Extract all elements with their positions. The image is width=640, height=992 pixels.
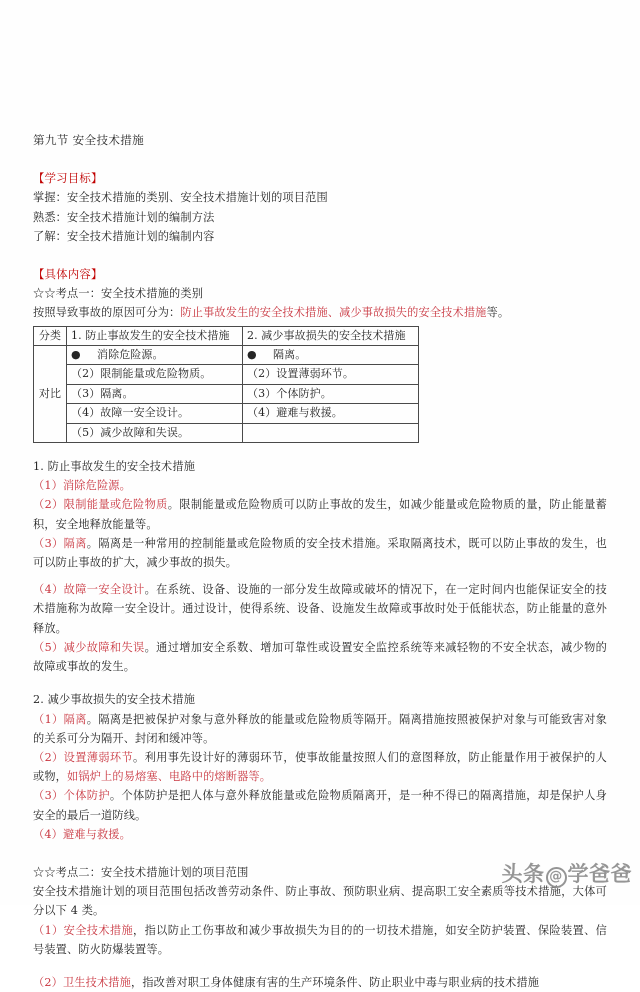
item-number: （2） xyxy=(33,750,64,764)
item-term: 隔离 xyxy=(63,536,87,550)
item-body: 。个体防护是把人体与意外释放能量或危险物质隔离开，是一种不得已的隔离措施，却是保护人身安全的最后一道防线。 xyxy=(33,789,607,822)
item-body: 。利用事先设计好的薄弱环节，使事故能量按照人们的意图释放，防止能量作用于被保护的人或物， xyxy=(33,750,608,784)
table-cell-col1-item2: （2）限制能量或危险物质。 xyxy=(67,365,243,384)
item-tail-highlight: 如锅炉上的易熔塞、电路中的熔断器等。 xyxy=(67,770,272,784)
item-term: 故障一安全设计 xyxy=(63,583,145,597)
watermark xyxy=(502,858,633,888)
item-number: （3） xyxy=(33,789,64,803)
spacer xyxy=(33,246,607,265)
objective-master: 掌握：安全技术措施的类别、安全技术措施计划的项目范围 xyxy=(33,191,328,205)
item-term: 减少故障和失误 xyxy=(63,640,145,654)
bullet-icon: ● xyxy=(71,348,81,362)
table-row xyxy=(34,384,419,403)
item-number: （4） xyxy=(33,583,64,597)
group2-item-3 xyxy=(33,786,607,824)
item-number: （4） xyxy=(33,827,63,841)
table-header-col1: 1. 防止事故发生的安全技术措施 xyxy=(67,326,243,345)
group2-item-2 xyxy=(33,748,607,786)
table-cell-col1-item4: （4）故障一安全设计。 xyxy=(67,404,243,423)
classification-intro-suffix: 等。 xyxy=(486,306,510,320)
spacer xyxy=(33,959,607,973)
item-term: 个体防护 xyxy=(63,789,110,803)
table-cell-col2-item4: （4）避难与救援。 xyxy=(243,404,419,423)
table-row xyxy=(34,423,419,442)
item-number: （2） xyxy=(33,975,63,989)
table-cell-col2-item3: （3）个体防护。 xyxy=(243,384,419,403)
item-term: 隔离 xyxy=(63,712,87,726)
item-body: 。在系统、设备、设施的一部分发生故障或破坏的情况下，在一定时间内也能保证安全的技术措施称为故障一安全设计。通过设计，使得系统、设备、设施发生故障或事故时处于低能状态，防止能量的意外释放。 xyxy=(33,583,607,635)
item-term: 卫生技术措施 xyxy=(62,975,131,989)
at-symbol-icon: @ xyxy=(546,867,567,888)
classification-intro-prefix: 按照导致事故的原因可分为： xyxy=(33,306,181,320)
item-number: （5） xyxy=(33,640,64,654)
item-body: ，指以防止工伤事故和减少事故损失为目的的一切技术措施，如安全防护装置、保险装置、信号装置、防火防爆装置等。 xyxy=(33,923,608,956)
item-number: （1） xyxy=(33,479,63,493)
objective-familiar: 熟悉：安全技术措施计划的编制方法 xyxy=(33,210,215,224)
item-body: 。隔离是一种常用的控制能量或危险物质的安全技术措施。采取隔离技术，既可以防止事故的发生，也可以防止事故的扩大，减少事故的损失。 xyxy=(33,536,607,570)
table-cell-col1-item1 xyxy=(67,346,243,365)
table-row xyxy=(34,346,419,365)
group2-item-4 xyxy=(33,825,607,844)
table-row xyxy=(34,365,419,384)
item-term: 消除危险源。 xyxy=(62,479,131,493)
group1-item-5 xyxy=(33,638,607,676)
item-number: （1） xyxy=(33,712,64,726)
item-term: 设置薄弱环节 xyxy=(63,750,134,764)
item-body: 。限制能量或危险物质可以防止事故的发生，如减少能量或危险物质的量，防止能量蓄积，安全地释放能量等。 xyxy=(33,498,607,531)
watermark-brand: 头条 xyxy=(501,862,545,886)
table-cell-col1-item5: （5）减少故障和失误。 xyxy=(67,423,243,442)
item-term: 安全技术措施 xyxy=(63,923,134,937)
table-cell-text: 隔离。 xyxy=(273,348,307,362)
table-label-comparison: 对比 xyxy=(34,346,67,443)
group1-item-2 xyxy=(33,495,607,533)
group1-item-1 xyxy=(33,476,607,495)
item-number: （3） xyxy=(33,536,64,550)
table-row xyxy=(34,326,419,345)
item-term: 限制能量或危险物质 xyxy=(63,498,168,512)
group2-item-1 xyxy=(33,710,607,748)
exam-point-two-intro: 安全技术措施计划的项目范围包括改善劳动条件、防止事故、预防职业病、提高职工安全素质等技术措施，大体可分以下 4 类。 xyxy=(33,885,607,918)
detailed-content-heading: 【具体内容】 xyxy=(33,267,103,282)
bullet-icon: ● xyxy=(247,348,257,362)
classification-intro-highlight: 防止事故发生的安全技术措施、减少事故损失的安全技术措施 xyxy=(180,306,487,320)
table-cell-col2-item2: （2）设置薄弱环节。 xyxy=(243,365,419,384)
spacer xyxy=(33,572,607,580)
group1-item-4 xyxy=(33,580,607,638)
item-term: 避难与救援。 xyxy=(62,827,131,841)
spacer xyxy=(33,443,607,457)
exam-point-two-heading: ☆☆考点二：安全技术措施计划的项目范围 xyxy=(33,865,249,879)
item-body: 。隔离是把被保护对象与意外释放的能量或危险物质等隔开。隔离措施按照被保护对象与可能致害对象的关系可分为隔开、封闭和缓冲等。 xyxy=(33,712,607,745)
table-cell-text: 消除危险源。 xyxy=(97,348,164,362)
exam-point-one-heading: ☆☆考点一：安全技术措施的类别 xyxy=(33,287,204,301)
point-two-item-2 xyxy=(33,973,607,992)
item-body: ，指改善对职工身体健康有害的生产环境条件、防止职业中毒与职业病的技术措施 xyxy=(130,975,540,989)
item-body: 。通过增加安全系数、增加可靠性或设置安全监控系统等来减轻物的不安全状态，减少物的故障或事故的发生。 xyxy=(33,640,607,674)
table-row xyxy=(34,404,419,423)
comparison-table xyxy=(33,326,419,443)
section-title: 第九节 安全技术措施 xyxy=(33,133,145,147)
table-cell-col2-item5 xyxy=(243,423,419,442)
table-cell-col2-item1 xyxy=(243,346,419,365)
item-number: （2） xyxy=(33,498,64,512)
watermark-account: 学爸爸 xyxy=(567,862,632,886)
objective-understand: 了解：安全技术措施计划的编制内容 xyxy=(33,229,215,243)
table-label-classification: 分类 xyxy=(34,326,67,345)
spacer xyxy=(33,676,607,690)
point-two-item-1 xyxy=(33,921,607,959)
table-cell-col1-item3: （3）隔离。 xyxy=(67,384,243,403)
group1-item-3 xyxy=(33,534,607,572)
group1-heading: 1. 防止事故发生的安全技术措施 xyxy=(33,460,196,474)
group2-heading: 2. 减少事故损失的安全技术措施 xyxy=(33,693,196,707)
table-header-col2: 2. 减少事故损失的安全技术措施 xyxy=(243,326,419,345)
classification-intro xyxy=(33,303,607,322)
item-number: （1） xyxy=(33,923,64,937)
learning-objectives-heading: 【学习目标】 xyxy=(33,171,103,186)
